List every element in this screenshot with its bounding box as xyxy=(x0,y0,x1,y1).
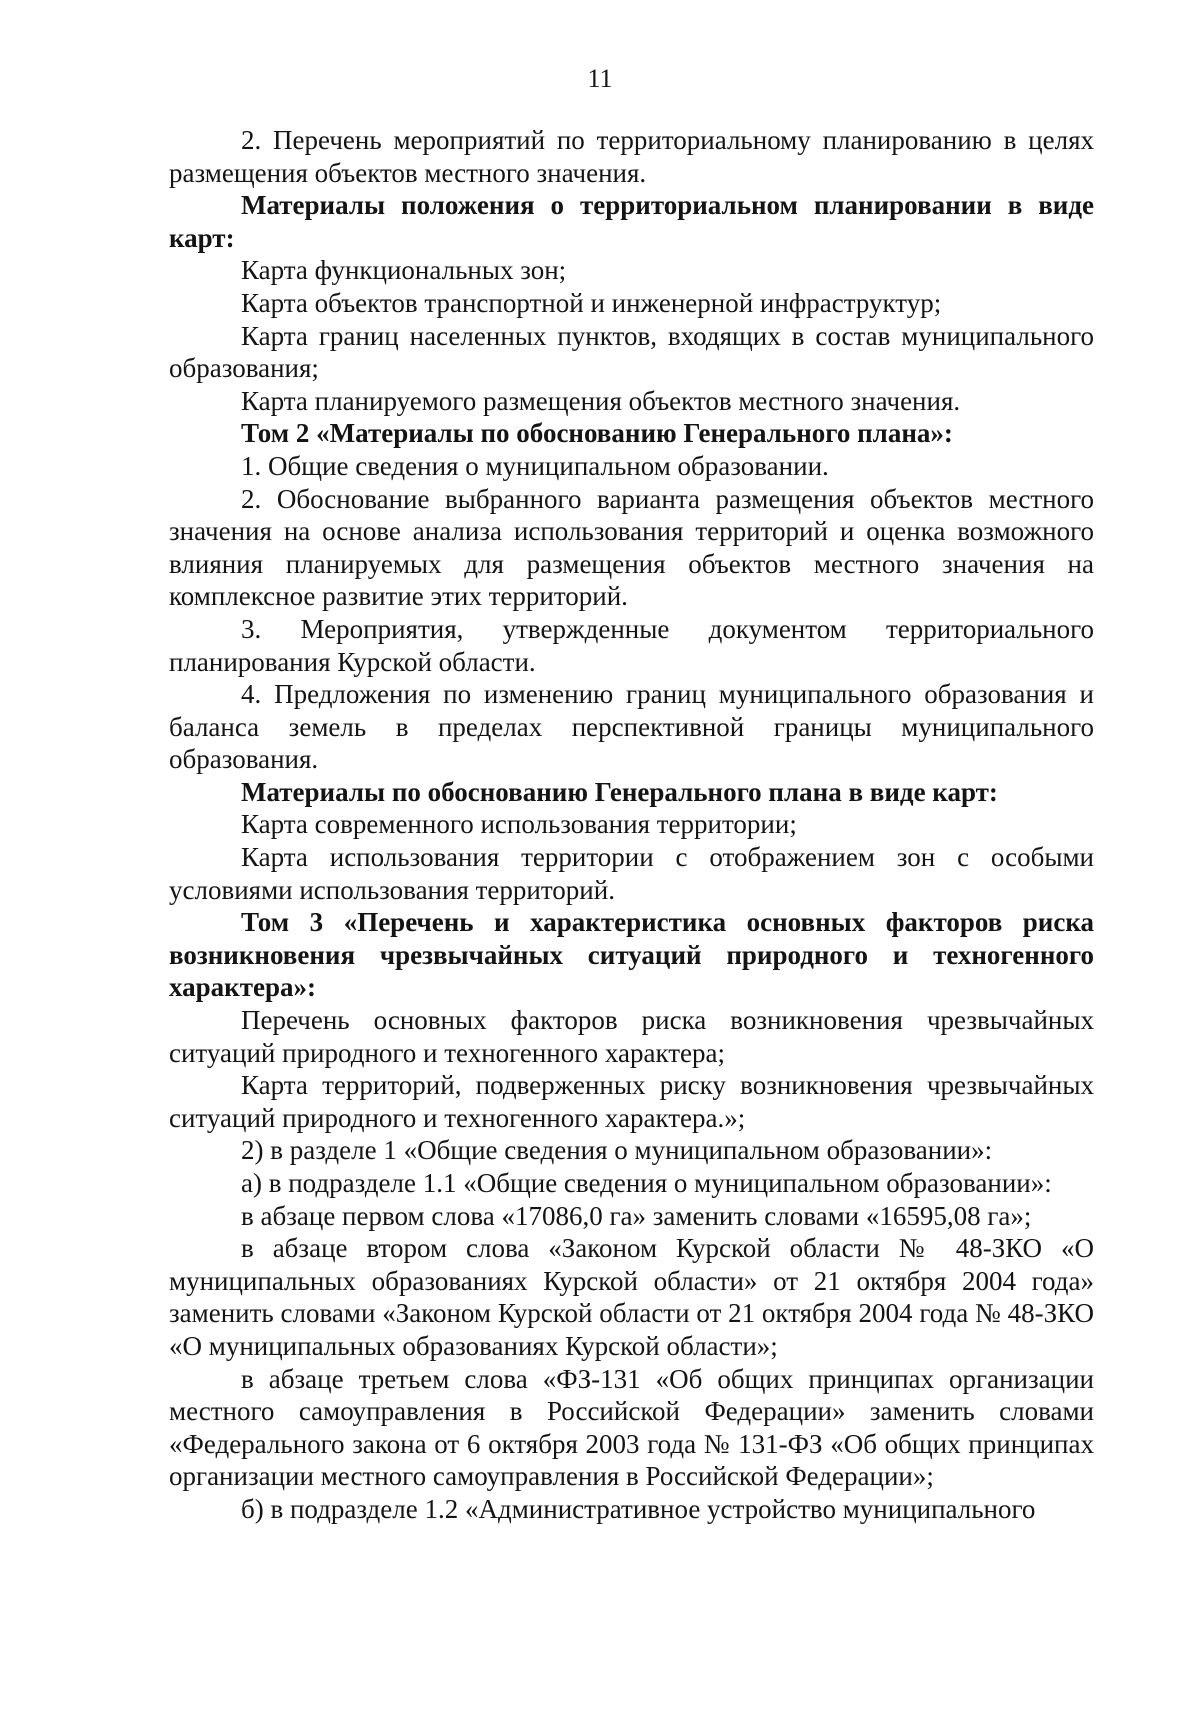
map-item-planned-local-objects: Карта планируемого размещения объектов местного значения. xyxy=(241,385,961,416)
amendment-subsection-1-1: а) в подразделе 1.1 «Общие сведения о муниципальном образовании»: xyxy=(241,1168,1052,1198)
amendment-section-1: 2) в разделе 1 «Общие сведения о муниципальном образовании»: xyxy=(241,1135,993,1166)
map-item-special-conditions-zones: Карта использования территории с отображением зон с особыми условиями использования территорий. xyxy=(169,842,1094,905)
amendment-paragraph-2: в абзаце втором слова «Законом Курской области № 48-ЗКО «О муниципальных образованиях Курской области» от 21 октября 2004 года» заменить словами «Законом Курской области от 21 октября 2004 года № 48-ЗКО «О муниципальных образованиях Курской области»; xyxy=(169,1233,1094,1361)
heading-volume-3: Том 3 «Перечень и характеристика основных факторов риска возникновения чрезвычайных ситуаций природного и техногенного характера»: xyxy=(169,907,1094,1003)
map-item-current-land-use: Карта современного использования территории; xyxy=(241,809,797,840)
volume-2-item-4: 4. Предложения по изменению границ муниципального образования и баланса земель в пределах перспективной границы муниципального образования. xyxy=(169,679,1094,775)
volume-3-item-risk-factors: Перечень основных факторов риска возникновения чрезвычайных ситуаций природного и техногенного характера; xyxy=(169,1005,1094,1068)
heading-volume-2: Том 2 «Материалы по обоснованию Генерального плана»: xyxy=(241,418,953,449)
volume-2-item-2: 2. Обоснование выбранного варианта размещения объектов местного значения на основе анализа использования территорий и оценка возможного влияния планируемых для размещения объектов местного значения на комплексное развитие этих территорий. xyxy=(169,483,1094,612)
volume-2-item-3: 3. Мероприятия, утвержденные документом территориального планирования Курской области. xyxy=(169,613,1094,677)
amendment-paragraph-1: в абзаце первом слова «17086,0 га» заменить словами «16595,08 га»; xyxy=(241,1200,1032,1231)
heading-maps-of-territorial-planning-provisions: Материалы положения о территориальном планировании в виде карт: xyxy=(169,190,1094,253)
map-item-functional-zones: Карта функциональных зон; xyxy=(241,255,567,286)
volume-3-item-risk-map: Карта территорий, подверженных риску возникновения чрезвычайных ситуаций природного и техногенного характера.»; xyxy=(169,1070,1094,1133)
document-body xyxy=(169,124,1094,1526)
amendment-paragraph-3: в абзаце третьем слова «ФЗ-131 «Об общих принципах организации местного самоуправления в Российской Федерации» заменить словами «Федерального закона от 6 октября 2003 года № 131-ФЗ «Об общих принципах организации местного самоуправления в Российской Федерации»; xyxy=(169,1363,1094,1492)
map-item-transport-infrastructure: Карта объектов транспортной и инженерной инфраструктур; xyxy=(241,287,942,318)
page-number: 11 xyxy=(587,64,613,93)
volume-2-item-1: 1. Общие сведения о муниципальном образовании. xyxy=(241,450,829,481)
amendment-subsection-1-2: б) в подразделе 1.2 «Административное устройство муниципального xyxy=(241,1493,1036,1524)
heading-justification-maps: Материалы по обоснованию Генерального плана в виде карт: xyxy=(241,776,998,807)
paragraph-item-2-measures-list: 2. Перечень мероприятий по территориальному планированию в целях размещения объектов местного значения. xyxy=(169,125,1094,188)
map-item-settlement-borders: Карта границ населенных пунктов, входящих в состав муниципального образования; xyxy=(169,320,1094,384)
